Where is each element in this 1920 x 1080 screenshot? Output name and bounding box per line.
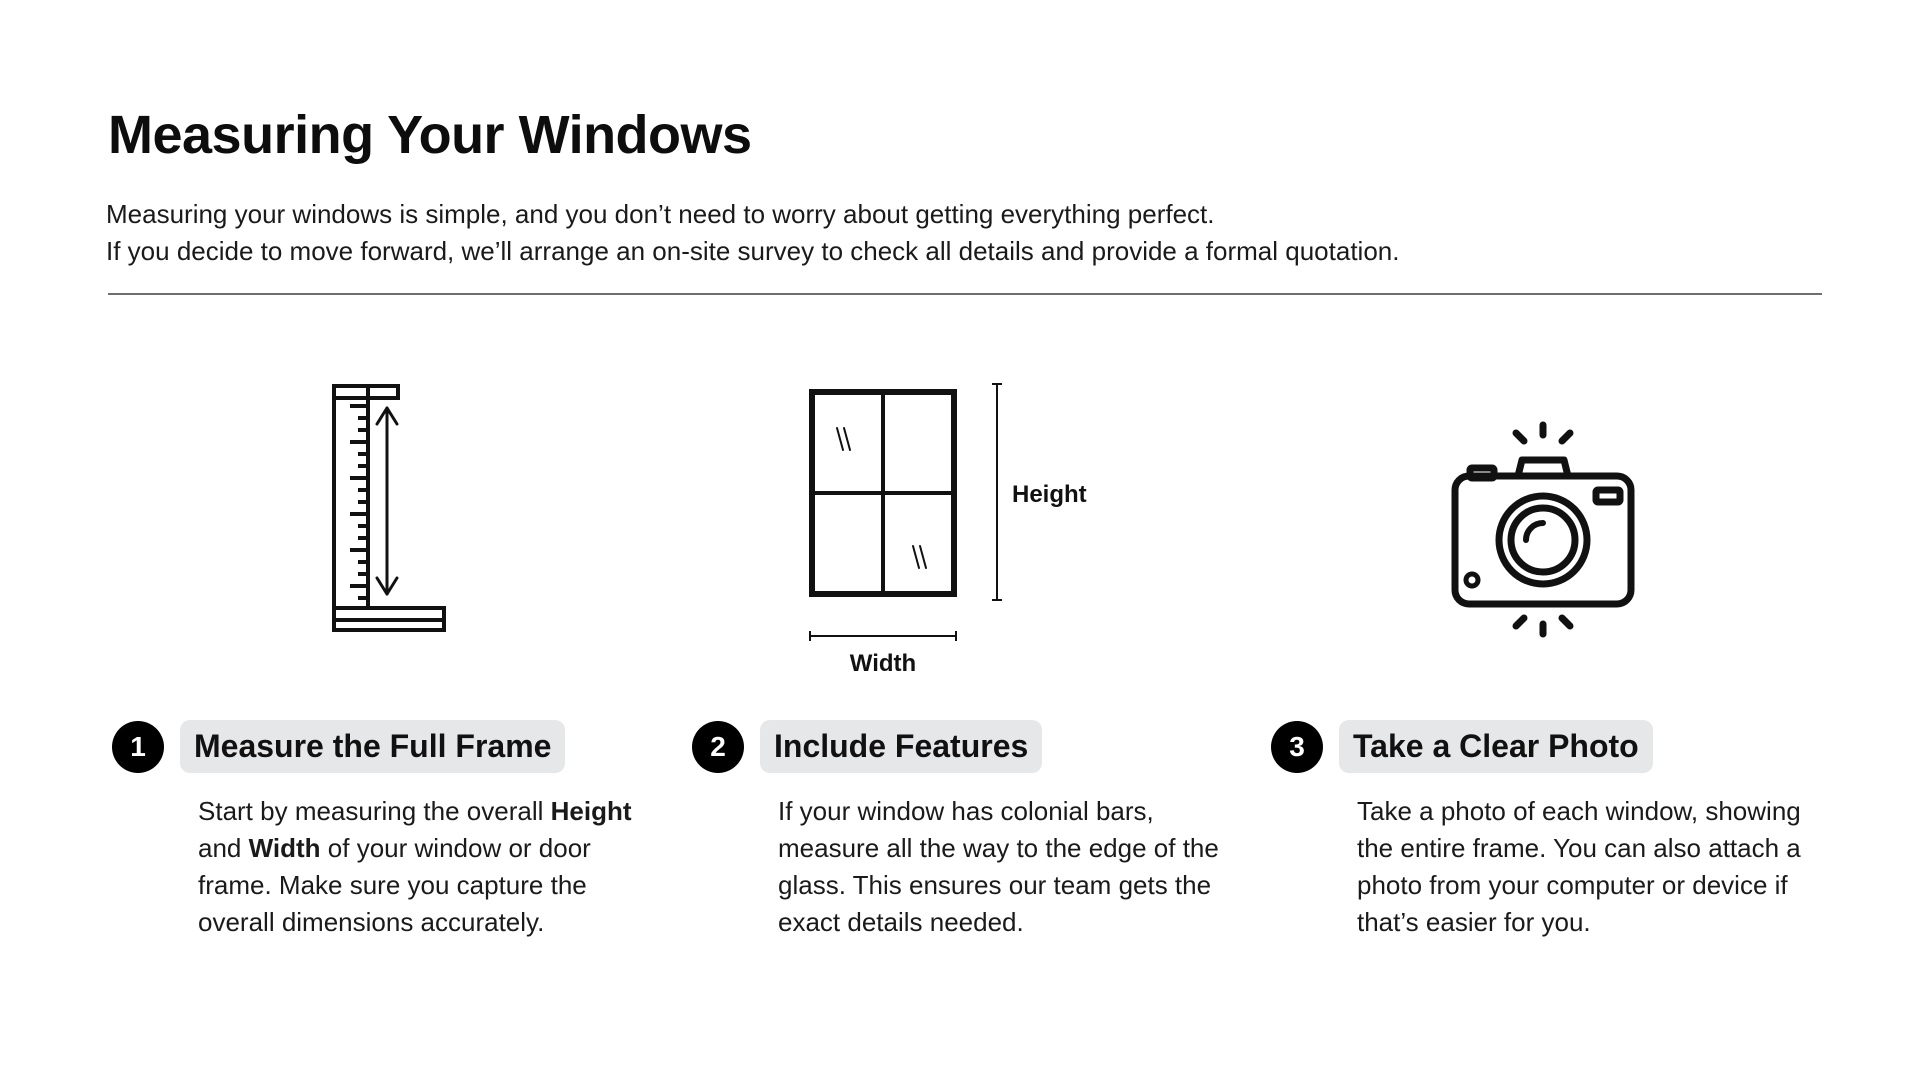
width-emphasis: Width [248, 833, 321, 863]
step-description-text: of your window or door frame. Make sure you capture the overall dimensions accurately. [198, 833, 591, 937]
camera-icon [1450, 420, 1650, 640]
step-1 [112, 720, 672, 941]
step-3-header [1271, 720, 1831, 773]
step-number-badge: 3 [1271, 721, 1323, 773]
intro-line-2: If you decide to move forward, we’ll arrange an on-site survey to check all details and provide a formal quotation. [106, 236, 1400, 266]
step-description: Take a photo of each window, showing the entire frame. You can also attach a photo from your computer or device if that’s easier for you. [1357, 796, 1801, 937]
height-label: Height [1012, 481, 1087, 508]
page-title: Measuring Your Windows [108, 105, 752, 165]
divider [108, 293, 1822, 295]
step-title: Measure the Full Frame [180, 720, 565, 773]
ruler-icon [328, 380, 448, 640]
step-2-header [692, 720, 1252, 773]
step-description: If your window has colonial bars, measure all the way to the edge of the glass. This ensures our team gets the exact details needed. [778, 796, 1219, 937]
step-3 [1271, 720, 1831, 941]
step-title: Include Features [760, 720, 1042, 773]
step-number-badge: 2 [692, 721, 744, 773]
width-label: Width [849, 650, 917, 677]
step-2 [692, 720, 1252, 941]
step-number-badge: 1 [112, 721, 164, 773]
intro-text [106, 196, 1826, 270]
step-description-text: Start by measuring the overall [198, 796, 551, 826]
height-emphasis: Height [550, 796, 632, 826]
intro-line-1: Measuring your windows is simple, and you don’t need to worry about getting everything perfect. [106, 199, 1215, 229]
step-description [198, 793, 668, 941]
step-description-text: and [198, 833, 249, 863]
step-1-header [112, 720, 672, 773]
step-title: Take a Clear Photo [1339, 720, 1653, 773]
window-icon [800, 380, 1120, 680]
